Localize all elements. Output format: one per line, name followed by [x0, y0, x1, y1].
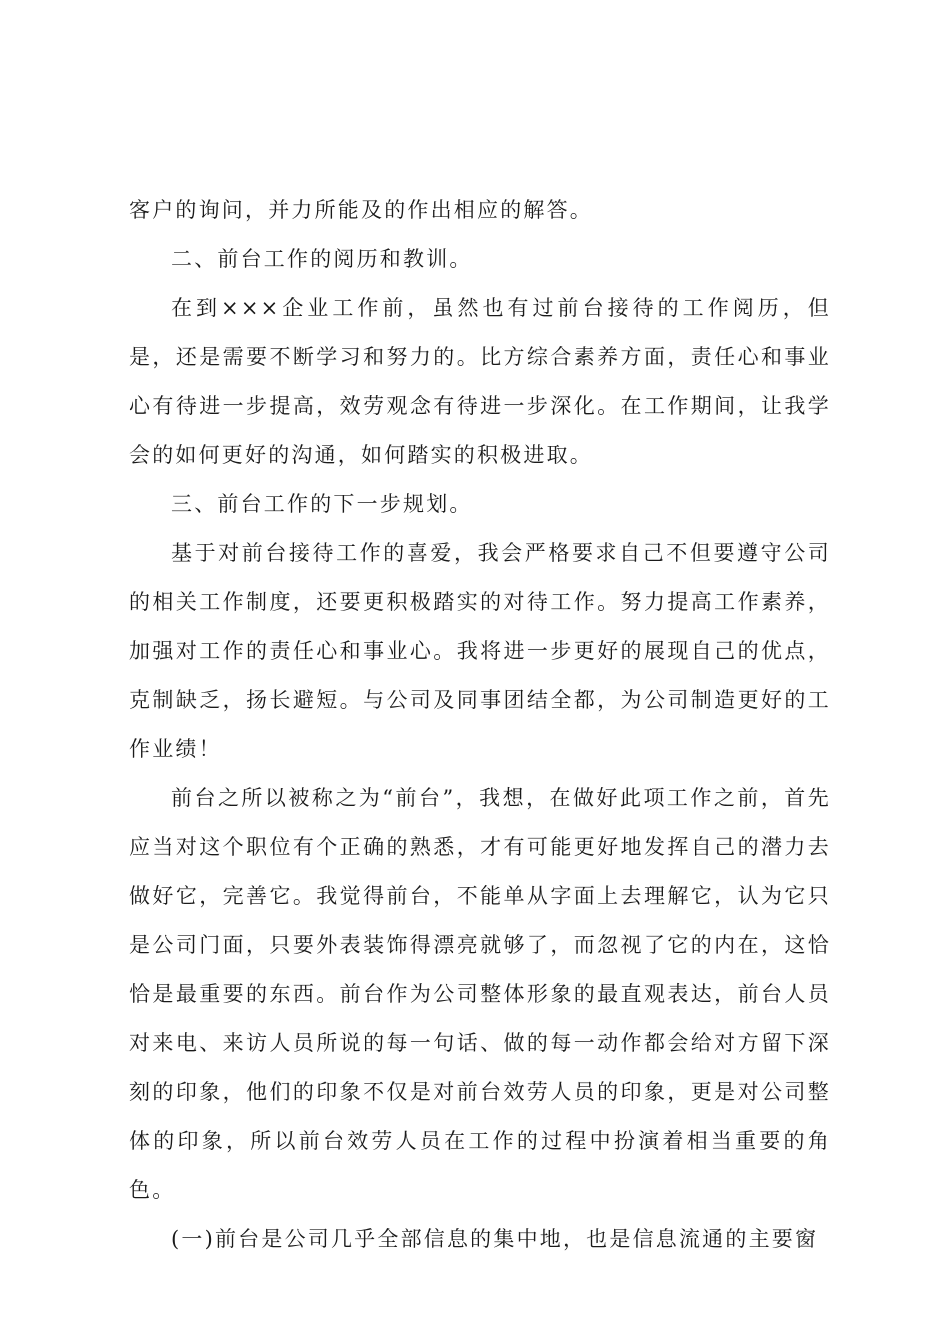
paragraph-continuation: 客户的询问，并力所能及的作出相应的解答。	[129, 198, 593, 222]
paragraph-experience: 在到×××企业工作前，虽然也有过前台接待的工作阅历，但是，还是需要不断学习和努力的。比方综合素养方面，责任心和事业心有待进一步提高，效劳观念有待进一步深化。在工作期间，让我学会的如何更好的沟通，如何踏实的积极进取。	[129, 296, 831, 467]
section-heading-3: 三、前台工作的下一步规划。	[171, 492, 473, 516]
paragraph-front-desk-role: 前台之所以被称之为“前台”，我想，在做好此项工作之前，首先应当对这个职位有个正确的熟悉，才有可能更好地发挥自己的潜力去做好它，完善它。我觉得前台，不能单从字面上去理解它，认为它只是公司门面，只要外表装饰得漂亮就够了，而忽视了它的内在，这恰恰是最重要的东西。前台作为公司整体形象的最直观表达，前台人员对来电、来访人员所说的每一句话、做的每一动作都会给对方留下深刻的印象，他们的印象不仅是对前台效劳人员的印象，更是对公司整体的印象，所以前台效劳人员在工作的过程中扮演着相当重要的角色。	[129, 786, 831, 1202]
paragraph-plan: 基于对前台接待工作的喜爱，我会严格要求自己不但要遵守公司的相关工作制度，还要更积极踏实的对待工作。努力提高工作素养，加强对工作的责任心和事业心。我将进一步更好的展现自己的优点，克制缺乏，扬长避短。与公司及同事团结全都，为公司制造更好的工作业绩！	[129, 541, 831, 761]
paragraph-information-hub: (一)前台是公司几乎全部信息的集中地，也是信息流通的主要窗	[171, 1227, 819, 1251]
section-heading-2: 二、前台工作的阅历和教训。	[171, 247, 473, 271]
document-body	[129, 186, 831, 1264]
